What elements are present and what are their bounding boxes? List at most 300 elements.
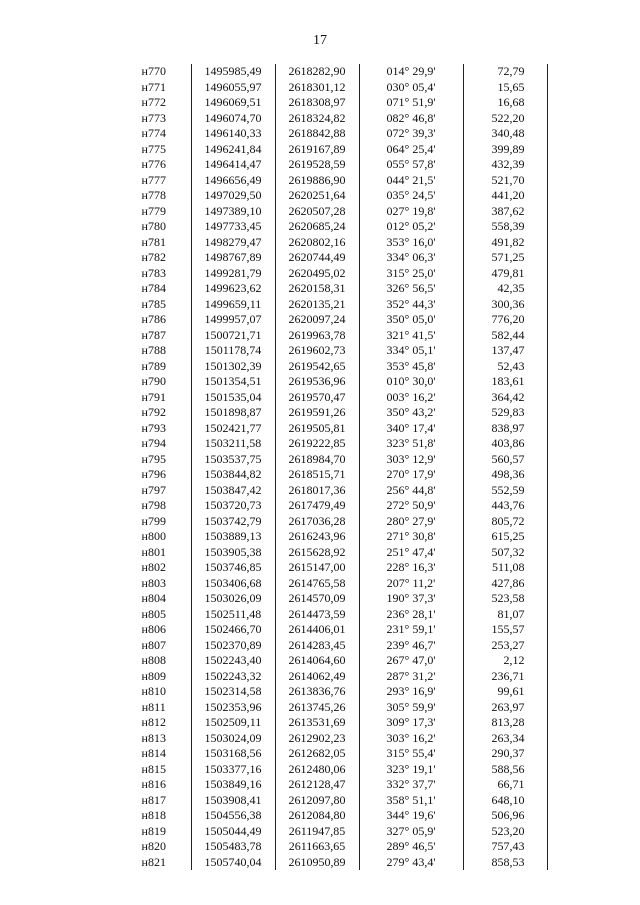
table-row — [117, 576, 547, 592]
coord-x-cell: 1496069,51 — [191, 95, 275, 111]
point-id-cell: н791 — [117, 390, 191, 406]
point-id-cell: н802 — [117, 560, 191, 576]
table-row — [117, 560, 547, 576]
coord-y-cell: 2612084,80 — [275, 808, 359, 824]
coord-x-cell: 1499957,07 — [191, 312, 275, 328]
coord-x-cell: 1503026,09 — [191, 591, 275, 607]
distance-cell: 582,44 — [463, 328, 547, 344]
direction-angle-cell: 287° 31,2' — [359, 669, 463, 685]
coord-y-cell: 2614570,09 — [275, 591, 359, 607]
table-row — [117, 405, 547, 421]
distance-cell: 529,83 — [463, 405, 547, 421]
direction-angle-cell: 293° 16,9' — [359, 684, 463, 700]
point-id-cell: н799 — [117, 514, 191, 530]
distance-cell: 253,27 — [463, 638, 547, 654]
point-id-cell: н820 — [117, 839, 191, 855]
coord-x-cell: 1503908,41 — [191, 793, 275, 809]
coord-x-cell: 1503537,75 — [191, 452, 275, 468]
direction-angle-cell: 035° 24,5' — [359, 188, 463, 204]
coord-y-cell: 2618308,97 — [275, 95, 359, 111]
coord-y-cell: 2612097,80 — [275, 793, 359, 809]
coord-x-cell: 1505483,78 — [191, 839, 275, 855]
direction-angle-cell: 334° 06,3' — [359, 250, 463, 266]
coord-x-cell: 1503849,16 — [191, 777, 275, 793]
coord-x-cell: 1501898,87 — [191, 405, 275, 421]
distance-cell: 491,82 — [463, 235, 547, 251]
direction-angle-cell: 340° 17,4' — [359, 421, 463, 437]
coord-x-cell: 1496140,33 — [191, 126, 275, 142]
direction-angle-cell: 030° 05,4' — [359, 80, 463, 96]
coord-y-cell: 2614062,49 — [275, 669, 359, 685]
table-row — [117, 80, 547, 96]
point-id-cell: н807 — [117, 638, 191, 654]
distance-cell: 16,68 — [463, 95, 547, 111]
direction-angle-cell: 014° 29,9' — [359, 64, 463, 80]
direction-angle-cell: 027° 19,8' — [359, 204, 463, 220]
point-id-cell: н775 — [117, 142, 191, 158]
coord-x-cell: 1500721,71 — [191, 328, 275, 344]
point-id-cell: н796 — [117, 467, 191, 483]
point-id-cell: н795 — [117, 452, 191, 468]
coord-x-cell: 1502243,40 — [191, 653, 275, 669]
point-id-cell: н784 — [117, 281, 191, 297]
distance-cell: 441,20 — [463, 188, 547, 204]
point-id-cell: н805 — [117, 607, 191, 623]
coord-x-cell: 1499659,11 — [191, 297, 275, 313]
coord-x-cell: 1503377,16 — [191, 762, 275, 778]
coord-x-cell: 1503847,42 — [191, 483, 275, 499]
direction-angle-cell: 267° 47,0' — [359, 653, 463, 669]
point-id-cell: н811 — [117, 700, 191, 716]
distance-cell: 403,86 — [463, 436, 547, 452]
distance-cell: 511,08 — [463, 560, 547, 576]
distance-cell: 340,48 — [463, 126, 547, 142]
direction-angle-cell: 315° 55,4' — [359, 746, 463, 762]
distance-cell: 66,71 — [463, 777, 547, 793]
table-row — [117, 808, 547, 824]
coord-y-cell: 2618282,90 — [275, 64, 359, 80]
point-id-cell: н783 — [117, 266, 191, 282]
point-id-cell: н774 — [117, 126, 191, 142]
coord-y-cell: 2618515,71 — [275, 467, 359, 483]
point-id-cell: н801 — [117, 545, 191, 561]
direction-angle-cell: 044° 21,5' — [359, 173, 463, 189]
direction-angle-cell: 280° 27,9' — [359, 514, 463, 530]
distance-cell: 498,36 — [463, 467, 547, 483]
direction-angle-cell: 332° 37,7' — [359, 777, 463, 793]
table-row — [117, 266, 547, 282]
coord-x-cell: 1504556,38 — [191, 808, 275, 824]
table-row — [117, 684, 547, 700]
point-id-cell: н806 — [117, 622, 191, 638]
distance-cell: 72,79 — [463, 64, 547, 80]
coord-x-cell: 1502243,32 — [191, 669, 275, 685]
table-row — [117, 235, 547, 251]
direction-angle-cell: 321° 41,5' — [359, 328, 463, 344]
distance-cell: 432,39 — [463, 157, 547, 173]
direction-angle-cell: 352° 44,3' — [359, 297, 463, 313]
direction-angle-cell: 326° 56,5' — [359, 281, 463, 297]
coord-y-cell: 2614406,01 — [275, 622, 359, 638]
direction-angle-cell: 190° 37,3' — [359, 591, 463, 607]
point-id-cell: н810 — [117, 684, 191, 700]
point-id-cell: н817 — [117, 793, 191, 809]
table-row — [117, 793, 547, 809]
coordinates-table-wrap — [117, 64, 547, 870]
table-row — [117, 545, 547, 561]
table-row — [117, 514, 547, 530]
coord-y-cell: 2619886,90 — [275, 173, 359, 189]
table-row — [117, 111, 547, 127]
point-id-cell: н813 — [117, 731, 191, 747]
distance-cell: 506,96 — [463, 808, 547, 824]
distance-cell: 523,58 — [463, 591, 547, 607]
coord-y-cell: 2618324,82 — [275, 111, 359, 127]
table-row — [117, 390, 547, 406]
point-id-cell: н803 — [117, 576, 191, 592]
coord-y-cell: 2620495,02 — [275, 266, 359, 282]
table-row — [117, 839, 547, 855]
table-row — [117, 529, 547, 545]
direction-angle-cell: 279° 43,4' — [359, 855, 463, 871]
coord-y-cell: 2612128,47 — [275, 777, 359, 793]
distance-cell: 522,20 — [463, 111, 547, 127]
point-id-cell: н809 — [117, 669, 191, 685]
point-id-cell: н776 — [117, 157, 191, 173]
direction-angle-cell: 071° 51,9' — [359, 95, 463, 111]
distance-cell: 443,76 — [463, 498, 547, 514]
table-row — [117, 669, 547, 685]
distance-cell: 427,86 — [463, 576, 547, 592]
coord-x-cell: 1502353,96 — [191, 700, 275, 716]
point-id-cell: н821 — [117, 855, 191, 871]
coord-y-cell: 2617479,49 — [275, 498, 359, 514]
coord-y-cell: 2619222,85 — [275, 436, 359, 452]
coord-x-cell: 1499623,62 — [191, 281, 275, 297]
distance-cell: 858,53 — [463, 855, 547, 871]
coord-y-cell: 2613745,26 — [275, 700, 359, 716]
point-id-cell: н789 — [117, 359, 191, 375]
coord-y-cell: 2618842,88 — [275, 126, 359, 142]
coord-y-cell: 2611947,85 — [275, 824, 359, 840]
coord-y-cell: 2613836,76 — [275, 684, 359, 700]
distance-cell: 521,70 — [463, 173, 547, 189]
coord-x-cell: 1503844,82 — [191, 467, 275, 483]
point-id-cell: н804 — [117, 591, 191, 607]
table-row — [117, 359, 547, 375]
coord-y-cell: 2620685,24 — [275, 219, 359, 235]
point-id-cell: н782 — [117, 250, 191, 266]
distance-cell: 300,36 — [463, 297, 547, 313]
coord-x-cell: 1502466,70 — [191, 622, 275, 638]
direction-angle-cell: 082° 46,8' — [359, 111, 463, 127]
point-id-cell: н780 — [117, 219, 191, 235]
direction-angle-cell: 055° 57,8' — [359, 157, 463, 173]
coord-x-cell: 1503742,79 — [191, 514, 275, 530]
table-row — [117, 731, 547, 747]
coord-y-cell: 2620158,31 — [275, 281, 359, 297]
distance-cell: 15,65 — [463, 80, 547, 96]
coord-y-cell: 2619536,96 — [275, 374, 359, 390]
table-row — [117, 855, 547, 871]
coord-x-cell: 1503746,85 — [191, 560, 275, 576]
point-id-cell: н812 — [117, 715, 191, 731]
coord-x-cell: 1497733,45 — [191, 219, 275, 235]
direction-angle-cell: 239° 46,7' — [359, 638, 463, 654]
coord-y-cell: 2614473,59 — [275, 607, 359, 623]
table-row — [117, 746, 547, 762]
coord-x-cell: 1502509,11 — [191, 715, 275, 731]
distance-cell: 137,47 — [463, 343, 547, 359]
direction-angle-cell: 303° 12,9' — [359, 452, 463, 468]
coord-y-cell: 2617036,28 — [275, 514, 359, 530]
coord-y-cell: 2614064,60 — [275, 653, 359, 669]
table-row — [117, 436, 547, 452]
table-row — [117, 622, 547, 638]
point-id-cell: н787 — [117, 328, 191, 344]
table-row — [117, 591, 547, 607]
direction-angle-cell: 251° 47,4' — [359, 545, 463, 561]
point-id-cell: н792 — [117, 405, 191, 421]
direction-angle-cell: 353° 45,8' — [359, 359, 463, 375]
table-row — [117, 126, 547, 142]
distance-cell: 2,12 — [463, 653, 547, 669]
point-id-cell: н786 — [117, 312, 191, 328]
point-id-cell: н771 — [117, 80, 191, 96]
direction-angle-cell: 327° 05,9' — [359, 824, 463, 840]
distance-cell: 155,57 — [463, 622, 547, 638]
coord-y-cell: 2620251,64 — [275, 188, 359, 204]
direction-angle-cell: 064° 25,4' — [359, 142, 463, 158]
table-row — [117, 374, 547, 390]
coord-x-cell: 1498767,89 — [191, 250, 275, 266]
table-row — [117, 607, 547, 623]
table-row — [117, 219, 547, 235]
coord-y-cell: 2618984,70 — [275, 452, 359, 468]
distance-cell: 588,56 — [463, 762, 547, 778]
table-row — [117, 173, 547, 189]
coord-y-cell: 2620802,16 — [275, 235, 359, 251]
distance-cell: 399,89 — [463, 142, 547, 158]
point-id-cell: н800 — [117, 529, 191, 545]
table-row — [117, 638, 547, 654]
distance-cell: 364,42 — [463, 390, 547, 406]
distance-cell: 479,81 — [463, 266, 547, 282]
coord-y-cell: 2619963,78 — [275, 328, 359, 344]
coord-x-cell: 1502370,89 — [191, 638, 275, 654]
coord-y-cell: 2612682,05 — [275, 746, 359, 762]
distance-cell: 52,43 — [463, 359, 547, 375]
coord-x-cell: 1496241,84 — [191, 142, 275, 158]
table-row — [117, 204, 547, 220]
point-id-cell: н785 — [117, 297, 191, 313]
point-id-cell: н793 — [117, 421, 191, 437]
coord-x-cell: 1505044,49 — [191, 824, 275, 840]
distance-cell: 81,07 — [463, 607, 547, 623]
distance-cell: 615,25 — [463, 529, 547, 545]
coord-y-cell: 2615147,00 — [275, 560, 359, 576]
point-id-cell: н819 — [117, 824, 191, 840]
distance-cell: 558,39 — [463, 219, 547, 235]
coord-y-cell: 2618017,36 — [275, 483, 359, 499]
coord-y-cell: 2619528,59 — [275, 157, 359, 173]
direction-angle-cell: 072° 39,3' — [359, 126, 463, 142]
coord-y-cell: 2614765,58 — [275, 576, 359, 592]
page-number: 17 — [313, 33, 327, 48]
coord-x-cell: 1496055,97 — [191, 80, 275, 96]
table-row — [117, 777, 547, 793]
coord-y-cell: 2615628,92 — [275, 545, 359, 561]
point-id-cell: н814 — [117, 746, 191, 762]
distance-cell: 236,71 — [463, 669, 547, 685]
distance-cell: 183,61 — [463, 374, 547, 390]
point-id-cell: н770 — [117, 64, 191, 80]
table-row — [117, 343, 547, 359]
coordinates-table — [117, 64, 548, 870]
direction-angle-cell: 315° 25,0' — [359, 266, 463, 282]
coord-x-cell: 1496074,70 — [191, 111, 275, 127]
coord-y-cell: 2618301,12 — [275, 80, 359, 96]
coord-y-cell: 2619570,47 — [275, 390, 359, 406]
coord-x-cell: 1503406,68 — [191, 576, 275, 592]
point-id-cell: н777 — [117, 173, 191, 189]
distance-cell: 290,37 — [463, 746, 547, 762]
direction-angle-cell: 305° 59,9' — [359, 700, 463, 716]
coord-y-cell: 2611663,65 — [275, 839, 359, 855]
distance-cell: 42,35 — [463, 281, 547, 297]
coord-x-cell: 1498279,47 — [191, 235, 275, 251]
coord-y-cell: 2612480,06 — [275, 762, 359, 778]
coord-x-cell: 1503720,73 — [191, 498, 275, 514]
direction-angle-cell: 256° 44,8' — [359, 483, 463, 499]
coord-x-cell: 1505740,04 — [191, 855, 275, 871]
table-row — [117, 297, 547, 313]
coord-y-cell: 2613531,69 — [275, 715, 359, 731]
direction-angle-cell: 010° 30,0' — [359, 374, 463, 390]
direction-angle-cell: 350° 43,2' — [359, 405, 463, 421]
distance-cell: 648,10 — [463, 793, 547, 809]
distance-cell: 776,20 — [463, 312, 547, 328]
point-id-cell: н808 — [117, 653, 191, 669]
table-row — [117, 715, 547, 731]
table-row — [117, 142, 547, 158]
coord-y-cell: 2614283,45 — [275, 638, 359, 654]
point-id-cell: н773 — [117, 111, 191, 127]
coord-y-cell: 2619167,89 — [275, 142, 359, 158]
coord-x-cell: 1502421,77 — [191, 421, 275, 437]
direction-angle-cell: 309° 17,3' — [359, 715, 463, 731]
coord-x-cell: 1499281,79 — [191, 266, 275, 282]
table-row — [117, 250, 547, 266]
coord-y-cell: 2610950,89 — [275, 855, 359, 871]
table-row — [117, 653, 547, 669]
direction-angle-cell: 323° 51,8' — [359, 436, 463, 452]
point-id-cell: н815 — [117, 762, 191, 778]
table-row — [117, 312, 547, 328]
distance-cell: 552,59 — [463, 483, 547, 499]
distance-cell: 805,72 — [463, 514, 547, 530]
point-id-cell: н788 — [117, 343, 191, 359]
direction-angle-cell: 323° 19,1' — [359, 762, 463, 778]
point-id-cell: н794 — [117, 436, 191, 452]
coord-x-cell: 1501354,51 — [191, 374, 275, 390]
point-id-cell: н772 — [117, 95, 191, 111]
point-id-cell: н798 — [117, 498, 191, 514]
coordinates-table-body — [117, 64, 547, 870]
distance-cell: 838,97 — [463, 421, 547, 437]
direction-angle-cell: 228° 16,3' — [359, 560, 463, 576]
table-row — [117, 64, 547, 80]
direction-angle-cell: 270° 17,9' — [359, 467, 463, 483]
coord-x-cell: 1497389,10 — [191, 204, 275, 220]
coord-x-cell: 1496656,49 — [191, 173, 275, 189]
direction-angle-cell: 358° 51,1' — [359, 793, 463, 809]
table-row — [117, 157, 547, 173]
coord-x-cell: 1502314,58 — [191, 684, 275, 700]
coord-x-cell: 1501302,39 — [191, 359, 275, 375]
distance-cell: 523,20 — [463, 824, 547, 840]
direction-angle-cell: 289° 46,5' — [359, 839, 463, 855]
direction-angle-cell: 231° 59,1' — [359, 622, 463, 638]
coord-x-cell: 1503905,38 — [191, 545, 275, 561]
table-row — [117, 498, 547, 514]
coord-y-cell: 2612902,23 — [275, 731, 359, 747]
direction-angle-cell: 334° 05,1' — [359, 343, 463, 359]
coord-y-cell: 2616243,96 — [275, 529, 359, 545]
coord-y-cell: 2620097,24 — [275, 312, 359, 328]
distance-cell: 571,25 — [463, 250, 547, 266]
table-row — [117, 95, 547, 111]
coord-x-cell: 1495985,49 — [191, 64, 275, 80]
coord-x-cell: 1496414,47 — [191, 157, 275, 173]
table-row — [117, 281, 547, 297]
coord-x-cell: 1502511,48 — [191, 607, 275, 623]
distance-cell: 99,61 — [463, 684, 547, 700]
table-row — [117, 700, 547, 716]
coord-x-cell: 1497029,50 — [191, 188, 275, 204]
table-row — [117, 452, 547, 468]
direction-angle-cell: 012° 05,2' — [359, 219, 463, 235]
distance-cell: 813,28 — [463, 715, 547, 731]
distance-cell: 757,43 — [463, 839, 547, 855]
coord-x-cell: 1501178,74 — [191, 343, 275, 359]
direction-angle-cell: 353° 16,0' — [359, 235, 463, 251]
coord-y-cell: 2620135,21 — [275, 297, 359, 313]
coord-x-cell: 1501535,04 — [191, 390, 275, 406]
point-id-cell: н818 — [117, 808, 191, 824]
distance-cell: 387,62 — [463, 204, 547, 220]
table-row — [117, 188, 547, 204]
distance-cell: 560,57 — [463, 452, 547, 468]
table-row — [117, 762, 547, 778]
point-id-cell: н790 — [117, 374, 191, 390]
distance-cell: 507,32 — [463, 545, 547, 561]
direction-angle-cell: 236° 28,1' — [359, 607, 463, 623]
table-row — [117, 467, 547, 483]
table-row — [117, 824, 547, 840]
point-id-cell: н781 — [117, 235, 191, 251]
point-id-cell: н816 — [117, 777, 191, 793]
coord-y-cell: 2620507,28 — [275, 204, 359, 220]
point-id-cell: н779 — [117, 204, 191, 220]
table-row — [117, 328, 547, 344]
coord-x-cell: 1503168,56 — [191, 746, 275, 762]
point-id-cell: н797 — [117, 483, 191, 499]
coord-y-cell: 2619505,81 — [275, 421, 359, 437]
direction-angle-cell: 272° 50,9' — [359, 498, 463, 514]
coord-y-cell: 2619542,65 — [275, 359, 359, 375]
coord-y-cell: 2619591,26 — [275, 405, 359, 421]
